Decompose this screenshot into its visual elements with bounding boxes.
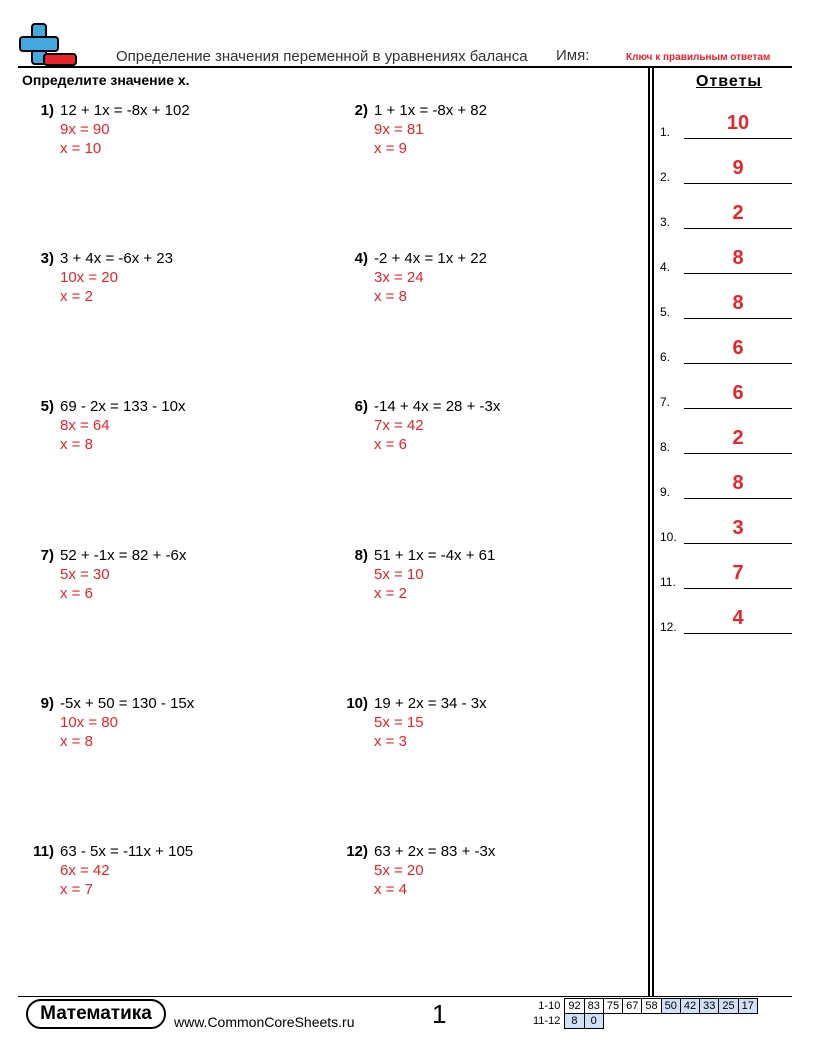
problem-step: 5x = 30	[60, 565, 110, 583]
score-range-label: 11-12	[533, 1015, 561, 1027]
problem-number: 6)	[354, 398, 368, 416]
answer-number: 2.	[660, 170, 671, 184]
answer-row	[660, 472, 792, 499]
answer-number: 4.	[660, 260, 671, 274]
answer-row	[660, 382, 792, 409]
plus-minus-icon	[18, 22, 80, 68]
score-cell: 0	[584, 1014, 603, 1029]
answer-line	[684, 183, 792, 184]
answer-value: 10	[726, 112, 750, 134]
problem-solution: x = 4	[374, 881, 407, 898]
answer-value: 8	[732, 247, 744, 269]
problem-step: 5x = 20	[374, 862, 424, 879]
answer-value: 8	[732, 472, 744, 494]
answer-value: 7	[732, 562, 744, 584]
answer-number: 1.	[660, 125, 671, 139]
answer-row	[660, 562, 792, 589]
answer-number: 3.	[660, 215, 671, 229]
answer-number: 5.	[660, 305, 671, 319]
score-cell: 42	[680, 999, 699, 1014]
answer-line	[684, 138, 792, 139]
score-cell: 25	[719, 999, 738, 1014]
problem-equation: 52 + -1x = 82 + -6x	[60, 546, 187, 564]
problem-equation: 69 - 2x = 133 - 10x	[60, 398, 186, 416]
problem-solution: x = 8	[60, 732, 93, 750]
answer-value: 4	[732, 607, 744, 629]
problem-number: 7)	[40, 546, 54, 564]
score-cell: 8	[565, 1014, 584, 1029]
answer-row	[660, 607, 792, 634]
problem-equation: 63 - 5x = -11x + 105	[60, 843, 194, 860]
score-cell: 92	[565, 999, 584, 1014]
problem-solution: x = 9	[374, 140, 407, 157]
answer-value: 8	[732, 292, 744, 314]
column-divider	[648, 67, 650, 997]
answers-title: Ответы	[696, 73, 763, 90]
score-cell: 58	[642, 999, 661, 1014]
answer-line	[684, 363, 792, 364]
answer-row	[660, 337, 792, 364]
problem-number: 10)	[346, 694, 368, 712]
site-url: www.CommonCoreSheets.ru	[174, 1014, 355, 1030]
answer-line	[684, 543, 792, 544]
answer-row	[660, 247, 792, 274]
problem-solution: x = 7	[60, 881, 93, 898]
problem-step: 9x = 81	[374, 121, 424, 138]
page-number: 1	[432, 999, 447, 1029]
problem-equation: -2 + 4x = 1x + 22	[374, 250, 487, 268]
answer-number: 6.	[660, 350, 671, 364]
header-divider	[18, 66, 792, 68]
problem-number: 3)	[40, 250, 54, 268]
name-label: Имя:	[556, 47, 590, 64]
problem-step: 7x = 42	[374, 417, 424, 435]
score-cell: 17	[738, 999, 757, 1014]
problem-solution: x = 8	[374, 288, 407, 306]
answer-line	[684, 408, 792, 409]
brand-logo: Математика	[26, 999, 166, 1029]
problem-step: 8x = 64	[60, 417, 110, 435]
problem-solution: x = 2	[374, 584, 407, 602]
problem-step: 6x = 42	[60, 862, 110, 879]
problem-solution: x = 10	[60, 140, 102, 157]
column-divider	[652, 67, 654, 997]
answer-value: 9	[732, 157, 744, 179]
problem-equation: -5x + 50 = 130 - 15x	[60, 694, 195, 712]
problem-step: 10x = 80	[60, 713, 118, 731]
problem-equation: 19 + 2x = 34 - 3x	[374, 694, 487, 712]
answer-value: 2	[732, 202, 744, 224]
answer-number: 10.	[660, 530, 677, 544]
answer-line	[684, 318, 792, 319]
answer-line	[684, 498, 792, 499]
problem-number: 8)	[354, 546, 368, 564]
answer-line	[684, 273, 792, 274]
worksheet-title: Определение значения переменной в уравнениях баланса	[116, 48, 528, 65]
problem-step: 3x = 24	[374, 269, 424, 287]
problem-number: 5)	[40, 398, 54, 416]
answer-number: 12.	[660, 620, 677, 634]
answer-line	[684, 588, 792, 589]
score-cell: 33	[700, 999, 719, 1014]
answer-number: 7.	[660, 395, 671, 409]
problem-equation: -14 + 4x = 28 + -3x	[374, 398, 501, 416]
answer-line	[684, 228, 792, 229]
answer-value: 6	[732, 382, 744, 404]
problem-number: 1)	[40, 102, 54, 119]
score-table	[530, 998, 758, 1029]
answer-row	[660, 292, 792, 319]
score-cell: 75	[603, 999, 622, 1014]
answer-line	[684, 633, 792, 634]
problem-step: 5x = 15	[374, 713, 424, 731]
answer-number: 9.	[660, 485, 671, 499]
score-cell: 67	[623, 999, 642, 1014]
answer-value: 2	[732, 427, 744, 449]
problem-step: 10x = 20	[60, 269, 118, 287]
score-range-label: 1-10	[538, 1000, 561, 1012]
problem-solution: x = 8	[60, 436, 93, 454]
footer-divider	[18, 996, 792, 997]
problem-number: 2)	[354, 102, 368, 119]
problem-step: 9x = 90	[60, 121, 110, 138]
problem-number: 4)	[354, 250, 368, 268]
answer-row	[660, 202, 792, 229]
problem-equation: 51 + 1x = -4x + 61	[374, 546, 496, 564]
answer-key-label: Ключ к правильным ответам	[626, 52, 771, 63]
answer-row	[660, 427, 792, 454]
answer-value: 3	[732, 517, 744, 539]
problem-equation: 1 + 1x = -8x + 82	[374, 102, 487, 119]
score-row	[530, 999, 757, 1014]
problem-step: 5x = 10	[374, 565, 424, 583]
problem-solution: x = 3	[374, 732, 407, 750]
answer-row	[660, 112, 792, 139]
problem-solution: x = 6	[60, 584, 93, 602]
answer-row	[660, 517, 792, 544]
problem-number: 12)	[346, 843, 368, 860]
problem-equation: 63 + 2x = 83 + -3x	[374, 843, 496, 860]
score-row	[530, 1014, 757, 1029]
problem-solution: x = 6	[374, 436, 407, 454]
problem-equation: 3 + 4x = -6x + 23	[60, 250, 173, 268]
problem-equation: 12 + 1x = -8x + 102	[60, 102, 190, 119]
score-cell: 83	[584, 999, 603, 1014]
answer-row	[660, 157, 792, 184]
problem-number: 9)	[40, 694, 54, 712]
instructions: Определите значение x.	[22, 72, 190, 88]
answer-line	[684, 453, 792, 454]
score-cell: 50	[661, 999, 680, 1014]
answer-number: 11.	[660, 575, 676, 589]
problem-solution: x = 2	[60, 288, 93, 306]
answer-number: 8.	[660, 440, 671, 454]
answer-value: 6	[732, 337, 744, 359]
problem-number: 11)	[33, 843, 54, 860]
